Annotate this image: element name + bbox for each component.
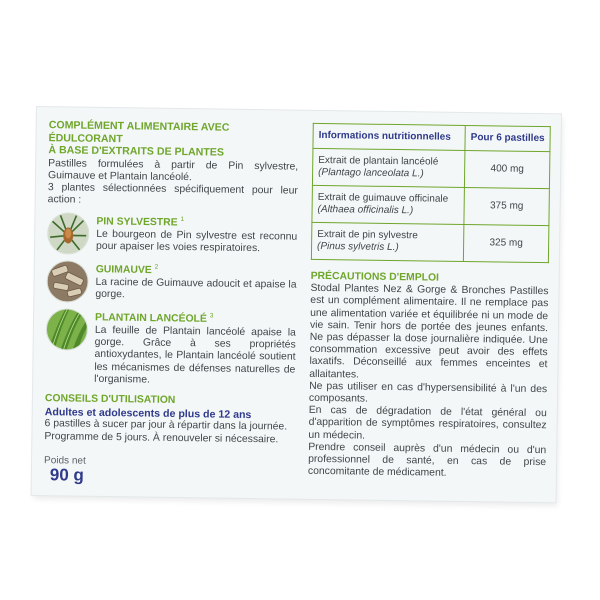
plant-description: La racine de Guimauve adoucit et apaise la gorge. — [95, 276, 297, 301]
ingredient-latin: (Pinus sylvetris L.) — [317, 240, 399, 254]
nutrition-header-portion: Pour 6 pastilles — [465, 125, 550, 151]
usage-subtitle: Adultes et adolescents de plus de 12 ans — [44, 406, 252, 422]
ingredient-amount: 375 mg — [464, 187, 549, 225]
usage-text: 6 pastilles à sucer par jour à répartir dans la journée. Programme de 5 jours. À renouveler si nécessaire. — [44, 418, 288, 446]
precautions-title: PRÉCAUTIONS D'EMPLOI — [310, 270, 440, 284]
ingredient-amount: 400 mg — [464, 150, 549, 188]
table-row — [311, 222, 548, 262]
usage-title: CONSEILS D'UTILISATION — [44, 393, 176, 406]
left-column — [44, 119, 299, 485]
plant-name-label: PIN SYLVESTRE — [96, 216, 178, 229]
ingredient-name: Extrait de guimauve officinale — [317, 191, 449, 205]
pine-bud-image — [47, 212, 90, 255]
plant-description: Le bourgeon de Pin sylvestre est reconnu pour apaiser les voies respiratoires. — [95, 228, 298, 255]
plant-pin-sylvestre — [47, 212, 298, 257]
nutrition-header-row — [313, 123, 550, 151]
plant-guimauve-text — [95, 261, 297, 304]
net-weight-label: Poids net — [43, 454, 86, 467]
precaution-paragraph: En cas de dégradation de l'état général ou d'apparition de symptômes respiratoires, consultez un médecin. — [308, 405, 547, 442]
plant-plantain — [45, 308, 296, 388]
plant-name-label: GUIMAUVE — [95, 264, 152, 277]
ingredient-latin: (Plantago lanceolata L.) — [318, 166, 424, 180]
precaution-paragraph: Ne pas utiliser en cas d'hypersensibilité à l'un des composants. — [308, 380, 548, 405]
table-row — [312, 185, 549, 225]
ingredient-amount: 325 mg — [463, 224, 548, 262]
nutrition-header-label: Informations nutritionnelles — [313, 123, 465, 150]
plant-name-label: PLANTAIN LANCÉOLÉ — [94, 312, 207, 326]
intro-text: Pastilles formulées à partir de Pin sylvestre, Guimauve et Plantain lancéolé. — [47, 157, 299, 183]
plant-description: La feuille de Plantain lancéolé apaise la gorge. Grâce à ses propriétés antioxydantes, le Plantain lancéolé soutient les mécanismes de défenses naturelles de l'organisme. — [94, 324, 296, 386]
ingredient-latin: (Althaea officinalis L.) — [317, 203, 414, 217]
nutrition-table — [311, 123, 551, 263]
net-weight-value: 90 g — [49, 465, 85, 485]
ingredient-cell — [312, 185, 465, 224]
product-title-line2: À BASE D'EXTRAITS DE PLANTES — [48, 144, 225, 159]
ingredient-cell — [311, 222, 464, 261]
intro-text-2: 3 plantes sélectionnées spécifiquement pour leur action : — [47, 182, 298, 206]
footnote-mark: 3 — [209, 312, 214, 320]
ingredient-cell — [312, 148, 465, 187]
plant-pin-sylvestre-text — [96, 213, 298, 256]
precautions-text — [308, 283, 549, 482]
ingredient-name: Extrait de plantain lancéolé — [318, 154, 439, 168]
table-row — [312, 148, 549, 188]
plantain-leaf-image — [46, 308, 89, 351]
product-box-back — [32, 107, 561, 502]
precaution-paragraph: Stodal Plantes Nez & Gorge & Bronches Pastilles est un complément alimentaire. Il ne remplace pas une alimentation variée et équilibrée ni un mode de vie sain. Tenir hors de portée des jeunes enfants. Ne pas dépasser la dose journalière indiquée. Une consommation excessive peut avoir des effets laxatifs. Déconseillé aux femmes enceintes et allaitantes. — [309, 283, 549, 381]
plant-plantain-text — [94, 309, 296, 388]
right-column — [308, 123, 551, 482]
footnote-mark: 2 — [154, 263, 159, 272]
ingredient-name: Extrait de pin sylvestre — [317, 228, 418, 242]
marshmallow-root-image — [46, 260, 89, 303]
product-title-line1: COMPLÉMENT ALIMENTAIRE AVEC ÉDULCORANT — [48, 119, 230, 145]
precaution-paragraph: Prendre conseil auprès d'un médecin ou d'un professionnel de santé, en cas de prise concomitante de médicament. — [307, 441, 547, 480]
footnote-mark: 1 — [180, 216, 185, 224]
plant-guimauve — [46, 260, 297, 305]
